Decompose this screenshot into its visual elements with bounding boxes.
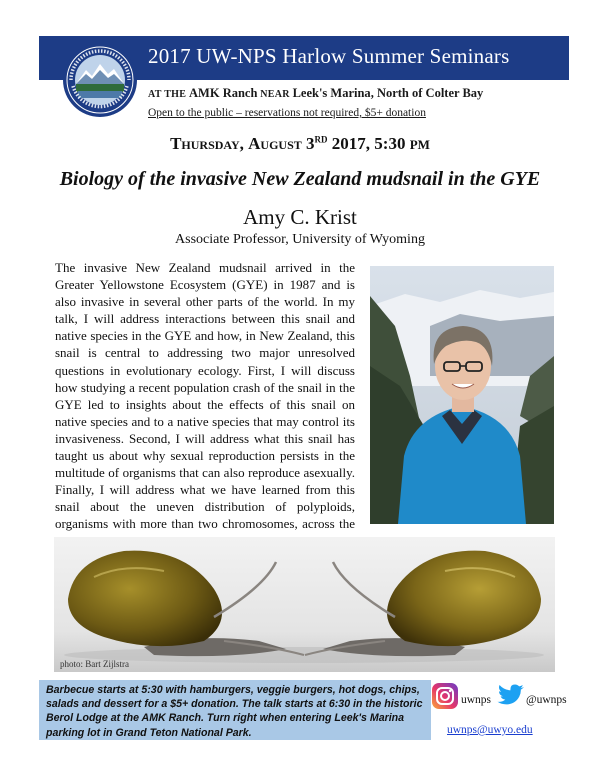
twitter-handle[interactable]: @uwnps	[526, 694, 567, 706]
location-ranch: AMK Ranch	[189, 86, 258, 100]
open-note: Open to the public – reservations not required, $5+ donation	[148, 107, 426, 119]
event-date: Thursday, August 3RD 2017, 5:30 PM	[170, 134, 430, 153]
location-marina: Leek's Marina	[292, 86, 371, 100]
twitter-bird-icon[interactable]	[497, 682, 525, 708]
event-year-time: 2017, 5:30	[331, 134, 406, 153]
series-title: 2017 UW-NPS Harlow Summer Seminars	[148, 44, 510, 68]
speaker-title: Associate Professor, University of Wyoming	[175, 232, 425, 247]
uw-nps-logo	[62, 42, 138, 118]
event-meridiem: PM	[409, 137, 430, 152]
email-link[interactable]: uwnps@uwyo.edu	[447, 724, 533, 736]
speaker-name: Amy C. Krist	[243, 205, 357, 229]
abstract-text: The invasive New Zealand mudsnail arrived in the Greater Yellowstone Ecosystem (GYE) in 1987 and is also invasive in several other parts of the world. In my talk, I will address interactions between this snail and native species in the GYE and how, in New Zealand, this snail is central to addressing two major unresolved questions in evolutionary ecology. First, I will discuss how studying a recent population crash of the snail in the GYE led to insights about the effects of this snail on native species and to a native species that may control its invasiveness. Second, I will address what this snail has taught us about why sexual reproduction persists in the multitude of organisms that can also reproduce asexually. Finally, I will address what we have learned from this snail about the uneven distribution of polyploids, organisms with more than two chromosomes, across the	[55, 260, 355, 532]
instagram-icon[interactable]	[432, 683, 458, 709]
event-day-num: 3	[306, 134, 315, 153]
speaker-portrait	[370, 266, 554, 524]
event-day: Thursday	[170, 134, 240, 153]
location-prefix: AT THE	[148, 89, 190, 100]
instagram-handle[interactable]: uwnps	[461, 694, 492, 706]
event-ordinal: RD	[314, 134, 328, 145]
photo-credit: photo: Bart Zijlstra	[60, 659, 129, 669]
bbq-info-text: Barbecue starts at 5:30 with hamburgers, veggie burgers, hot dogs, chips, salads and dessert for a $5+ donation. The talk starts at 6:30 in the historic Berol Lodge at the AMK Ranch. Turn right when entering Leek's Marina parking lot in Grand Teton National Park.	[46, 684, 423, 739]
event-month: August	[248, 134, 302, 153]
location-comma: ,	[370, 86, 377, 100]
location-mid: NEAR	[257, 89, 293, 100]
snail-photo	[54, 537, 555, 672]
location-north: North of Colter Bay	[376, 86, 484, 100]
talk-title: Biology of the invasive New Zealand mudsnail in the GYE	[59, 168, 541, 190]
location-line	[148, 86, 483, 101]
